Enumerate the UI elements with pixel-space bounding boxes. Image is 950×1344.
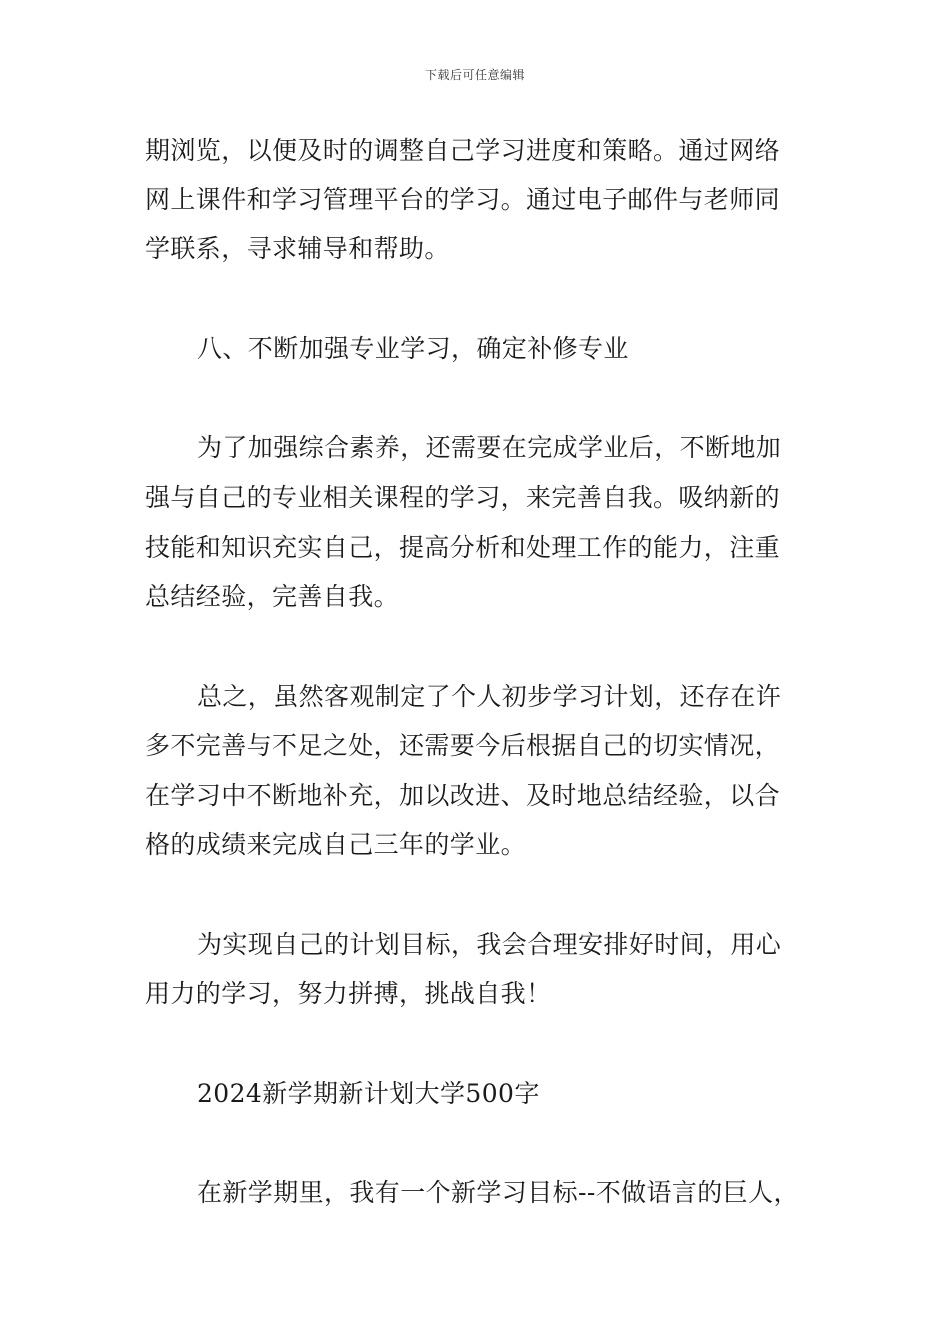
paragraph-line: 技能和知识充实自己，提高分析和处理工作的能力，注重 — [145, 533, 781, 562]
paragraph-line: 为实现自己的计划目标，我会合理安排好时间，用心 — [197, 930, 782, 959]
paragraph-line: 强与自己的专业相关课程的学习，来完善自我。吸纳新的 — [145, 483, 781, 512]
paragraph-line: 总结经验，完善自我。 — [145, 582, 400, 611]
section-heading: 八、不断加强专业学习，确定补修专业 — [197, 334, 629, 363]
paragraph-line: 在学习中不断地补充，加以改进、及时地总结经验，以合 — [145, 781, 781, 810]
paragraph-line: 格的成绩来完成自己三年的学业。 — [145, 830, 527, 859]
paragraph-line: 用力的学习，努力拼搏，挑战自我！ — [145, 979, 552, 1008]
article-title: 2024新学期新计划大学500字 — [197, 1079, 540, 1108]
paragraph-line: 总之，虽然客观制定了个人初步学习计划，还存在许 — [197, 682, 782, 711]
paragraph-line: 多不完善与不足之处，还需要今后根据自己的切实情况， — [145, 731, 781, 760]
page-header-note: 下载后可任意编辑 — [424, 68, 525, 82]
paragraph-line: 在新学期里，我有一个新学习目标--不做语言的巨人， — [197, 1178, 799, 1207]
paragraph-line: 学联系，寻求辅导和帮助。 — [145, 234, 450, 263]
paragraph-line: 期浏览，以便及时的调整自己学习进度和策略。通过网络 — [145, 136, 781, 165]
paragraph-line: 为了加强综合素养，还需要在完成学业后，不断地加 — [197, 433, 782, 462]
paragraph-line: 网上课件和学习管理平台的学习。通过电子邮件与老师同 — [145, 185, 781, 214]
